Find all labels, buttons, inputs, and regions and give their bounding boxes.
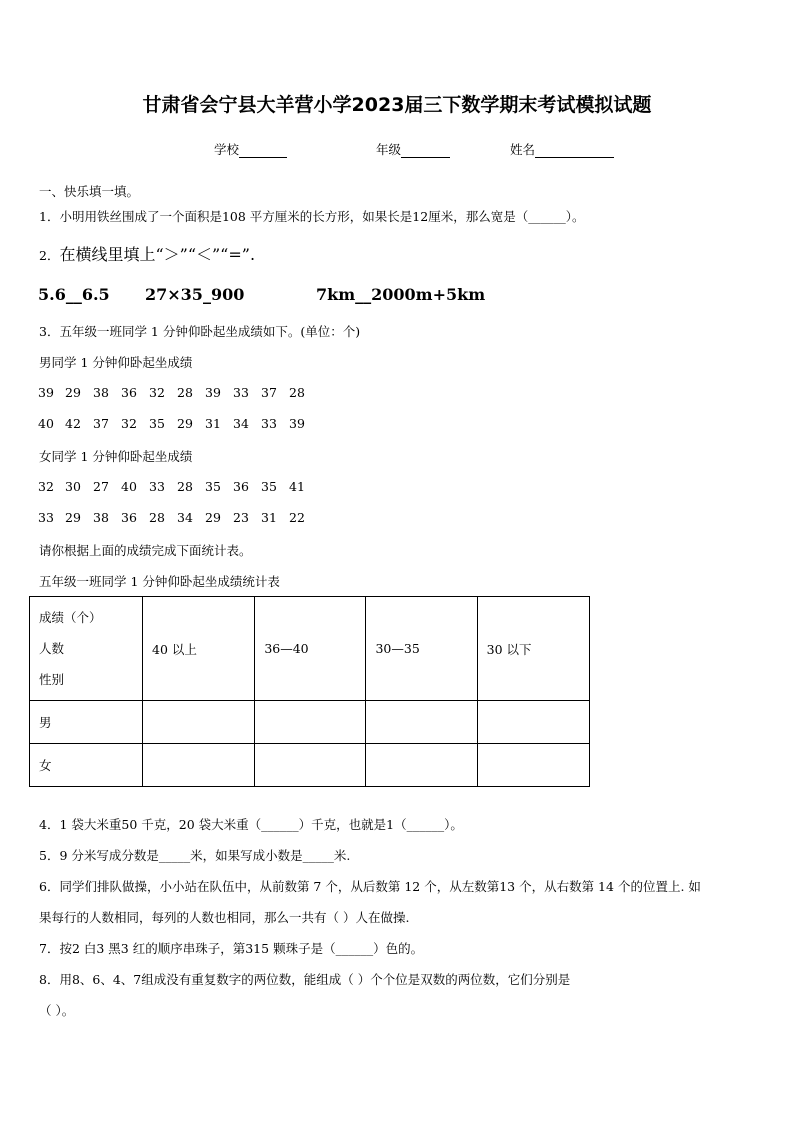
grade-blank[interactable] (401, 143, 450, 158)
instruction: 请你根据上面的成绩完成下面统计表。 (39, 543, 252, 558)
question-7: 7．按2 白3 黑3 红的顺序串珠子，第315 颗珠子是（______）色的。 (39, 941, 424, 956)
answer-cell[interactable] (477, 744, 589, 787)
score: 29 (205, 510, 221, 525)
score: 32 (149, 385, 165, 400)
section-heading: 一、快乐填一填。 (39, 184, 140, 199)
corner-line: 成绩（个） (39, 610, 102, 625)
answer-cell[interactable] (255, 701, 366, 744)
q2-item-c: 7km__2000m+5km (316, 285, 486, 304)
answer-cell[interactable] (366, 744, 477, 787)
question-8-line-2: （ ）。 (39, 1003, 75, 1018)
score: 35 (205, 479, 221, 494)
score: 39 (205, 385, 221, 400)
table-row (30, 744, 590, 787)
stats-table (29, 596, 590, 787)
score: 29 (65, 510, 81, 525)
score: 37 (261, 385, 277, 400)
score: 35 (261, 479, 277, 494)
corner-line: 人数 (39, 641, 65, 656)
question-4: 4．1 袋大米重50 千克，20 袋大米重（______）千克，也就是1（______）。 (39, 817, 463, 832)
score: 40 (121, 479, 137, 494)
name-field (510, 140, 614, 158)
score: 28 (177, 385, 193, 400)
question-3: 3．五年级一班同学 1 分钟仰卧起坐成绩如下。(单位：个) (39, 324, 361, 339)
school-label: 学校 (214, 142, 240, 157)
score: 41 (289, 479, 305, 494)
score: 29 (177, 416, 193, 431)
score: 34 (233, 416, 249, 431)
question-2 (39, 242, 255, 265)
score: 38 (93, 385, 109, 400)
score: 23 (233, 510, 249, 525)
question-8-line-1: 8．用8、6、4、7组成没有重复数字的两位数，能组成（ ）个个位是双数的两位数，它们分别是 (39, 972, 571, 987)
question-6-line-2: 果每行的人数相同，每列的人数也相同，那么一共有（ ）人在做操. (39, 910, 410, 925)
score: 30 (65, 479, 81, 494)
name-blank[interactable] (535, 143, 614, 158)
q2-item-a: 5.6__6.5 (38, 285, 110, 304)
score: 38 (93, 510, 109, 525)
score: 27 (93, 479, 109, 494)
column-header: 36—40 (255, 597, 366, 701)
score: 32 (38, 479, 54, 494)
corner-cell (30, 597, 143, 701)
question-2-text: 在横线里填上“＞”“＜”“=”. (59, 245, 256, 264)
girls-label: 女同学 1 分钟仰卧起坐成绩 (39, 449, 193, 464)
school-blank[interactable] (239, 143, 287, 158)
score: 35 (149, 416, 165, 431)
question-2-number: 2． (39, 248, 60, 263)
score: 36 (121, 385, 137, 400)
page-title: 甘肃省会宁县大羊营小学2023届三下数学期末考试模拟试题 (142, 94, 652, 116)
answer-cell[interactable] (366, 701, 477, 744)
score: 40 (38, 416, 54, 431)
grade-label: 年级 (376, 142, 402, 157)
score: 34 (177, 510, 193, 525)
table-row (30, 701, 590, 744)
score: 31 (205, 416, 221, 431)
answer-cell[interactable] (143, 744, 255, 787)
corner-line: 性别 (39, 672, 65, 687)
school-field (214, 140, 287, 158)
table-title: 五年级一班同学 1 分钟仰卧起坐成绩统计表 (39, 574, 280, 589)
score: 42 (65, 416, 81, 431)
name-label: 姓名 (510, 142, 536, 157)
score: 33 (149, 479, 165, 494)
score: 33 (261, 416, 277, 431)
table-header-row (30, 597, 590, 701)
score: 32 (121, 416, 137, 431)
q2-item-b: 27×35_900 (145, 285, 245, 304)
answer-cell[interactable] (477, 701, 589, 744)
score: 39 (289, 416, 305, 431)
question-5: 5．9 分米写成分数是_____米，如果写成小数是_____米. (39, 848, 351, 863)
question-1: 1．小明用铁丝围成了一个面积是108 平方厘米的长方形，如果长是12厘米，那么宽是（______）。 (39, 209, 585, 224)
column-header: 40 以上 (143, 597, 255, 701)
score: 37 (93, 416, 109, 431)
score: 33 (233, 385, 249, 400)
score: 33 (38, 510, 54, 525)
question-6-line-1: 6．同学们排队做操，小小站在队伍中，从前数第 7 个，从后数第 12 个，从左数第13 个，从右数第 14 个的位置上. 如 (39, 879, 701, 894)
score: 29 (65, 385, 81, 400)
score: 36 (121, 510, 137, 525)
grade-field (376, 140, 450, 158)
score: 36 (233, 479, 249, 494)
score: 28 (289, 385, 305, 400)
score: 39 (38, 385, 54, 400)
row-header: 男 (30, 701, 143, 744)
answer-cell[interactable] (143, 701, 255, 744)
boys-label: 男同学 1 分钟仰卧起坐成绩 (39, 355, 193, 370)
score: 31 (261, 510, 277, 525)
column-header: 30 以下 (477, 597, 589, 701)
score: 28 (149, 510, 165, 525)
score: 22 (289, 510, 305, 525)
row-header: 女 (30, 744, 143, 787)
answer-cell[interactable] (255, 744, 366, 787)
column-header: 30—35 (366, 597, 477, 701)
score: 28 (177, 479, 193, 494)
